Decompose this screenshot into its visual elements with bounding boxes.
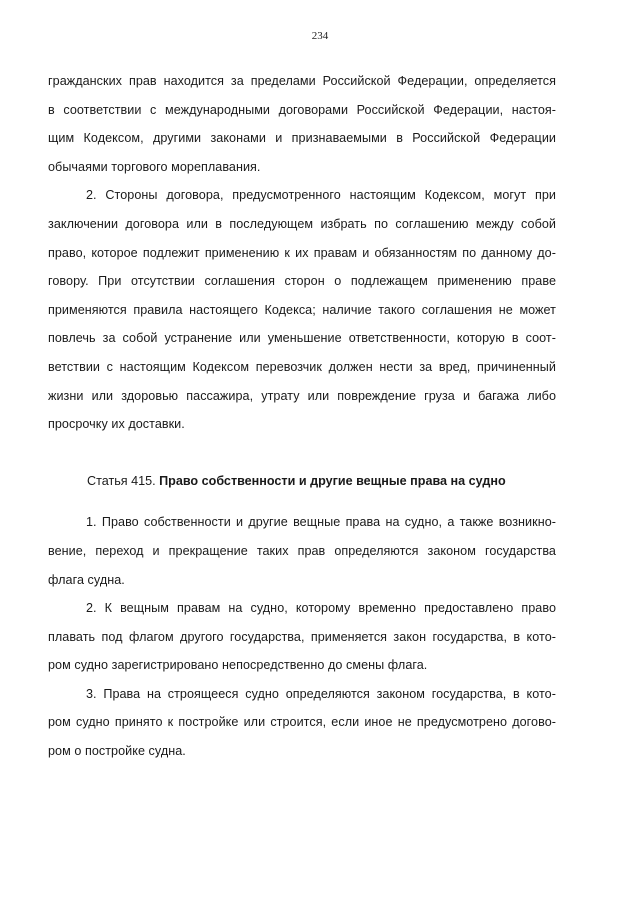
text-line: 1. Право собственности и другие вещные права на судно, а также возникно- [86,515,556,530]
text-line: говору. При отсутствии соглашения сторон о подлежащем применению праве [48,274,556,289]
text-line: жизни или здоровью пассажира, утрату или повреждение груза и багажа либо [48,388,556,403]
text-line: обычаями торгового мореплавания. [48,159,261,174]
text-line: 3. Права на строящееся судно определяются законом государства, в кото- [86,686,556,701]
text-line: просрочку их доставки. [48,417,185,432]
text-line: 2. Стороны договора, предусмотренного настоящим Кодексом, могут при [86,188,556,203]
text-line: плавать под флагом другого государства, применяется закон государства, в кото- [48,629,556,644]
page-number: 234 [311,30,329,42]
text-line: право, которое подлежит применению к их правам и обязанностям по данному до- [48,245,556,260]
text-line: флага судна. [48,572,125,587]
paragraph-article-item-2 [48,594,556,680]
text-line: повлечь за собой устранение или уменьшение ответственности, которую в соот- [48,331,556,346]
paragraph-article-item-1 [48,508,556,594]
text-line: ром судно принято к постройке или строится, если иное не предусмотрено догово- [48,715,556,730]
text-line: щим Кодексом, другими законами и признаваемыми в Российской Федерации [48,131,556,146]
text-line: ветствии с настоящим Кодексом перевозчик должен нести за вред, причиненный [48,359,556,374]
text-line: в соответствии с международными договорами Российской Федерации, настоя- [48,102,556,117]
text-line: гражданских прав находится за пределами Российской Федерации, определяется [48,74,556,88]
text-line: применяются правила настоящего Кодекса; наличие такого соглашения не может [48,302,556,317]
text-line: вение, переход и прекращение таких прав определяются законом государства [48,543,556,558]
paragraph-2-choice-of-law [48,181,556,438]
paragraph-continuation [48,67,556,181]
document-body [48,67,556,766]
article-number: Статья 415. [87,473,156,488]
text-line: 2. К вещным правам на судно, которому временно предоставлено право [86,601,556,616]
article-title: Право собственности и другие вещные права на судно [159,473,506,488]
paragraph-article-item-3 [48,680,556,766]
text-line: ром о постройке судна. [48,744,186,759]
text-line: ром судно зарегистрировано непосредственно до смены флага. [48,658,428,673]
article-heading [48,467,556,496]
text-line: заключении договора или в последующем избрать по соглашению между собой [48,216,556,231]
